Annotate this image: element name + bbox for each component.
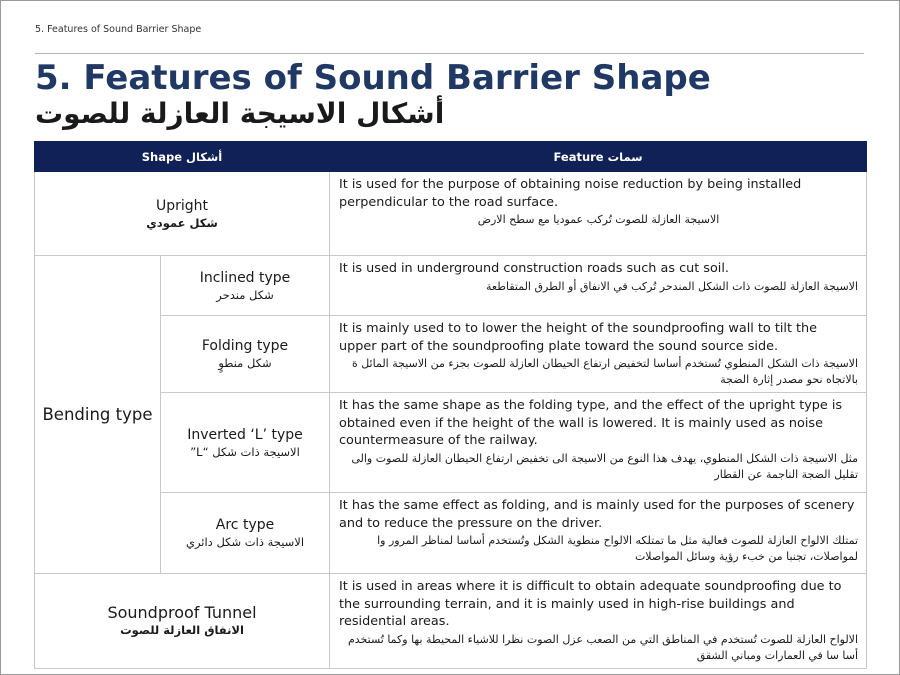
breadcrumb: 5. Features of Sound Barrier Shape [35, 24, 202, 35]
feature-cell [330, 172, 867, 256]
feature-cell [330, 493, 867, 574]
feature-text: It has the same effect as folding, and is mainly used for the purposes of scenery and to reduce the pressure on the driver. [339, 498, 855, 531]
shape-cell [35, 172, 330, 256]
shape-name-arabic: شكل عمودي [146, 215, 218, 230]
feature-text: It is mainly used to to lower the height of the soundproofing wall to tilt the upper part of the soundproofing plate toward the sound source side. [339, 321, 818, 354]
shape-name-arabic: الاسيجة ذات شكل دائري [185, 535, 305, 549]
feature-text-arabic: الالواح العازلة للصوت تُستخدم في المناطق التي من الصعب عزل الصوت نظرا للاشياء المحيطة بها وكما تُستخدم أسا سا في العمارات ومباني الشقق [347, 632, 859, 662]
feature-cell [330, 256, 867, 316]
group-cell-bending-type: Bending type [35, 256, 161, 574]
shape-cell [161, 256, 330, 316]
shape-name: Upright [155, 197, 209, 214]
page-title: 5. Features of Sound Barrier Shape [35, 58, 711, 98]
features-table [34, 141, 867, 669]
shape-name-arabic: الانفاق العازلة للصوت [120, 622, 244, 637]
shape-name: Inverted ‘L’ type [187, 426, 303, 443]
shape-cell [161, 393, 330, 493]
shape-name: Folding type [201, 338, 289, 354]
feature-cell [330, 393, 867, 493]
feature-text: It is used for the purpose of obtaining noise reduction by being installed perpendicular to the road surface. [339, 177, 802, 210]
table-header-row [35, 142, 867, 172]
header-divider [35, 53, 864, 54]
feature-text: It is used in areas where it is difficult to obtain adequate soundproofing due to the surrounding terrain, and it is mainly used in high-rise buildings and residential areas. [339, 579, 842, 629]
shape-name: Arc type [215, 517, 275, 533]
shape-name-arabic: الاسيجة ذات شكل “L” [190, 444, 300, 459]
feature-text-arabic: تمتلك الالواح العازلة للصوت فعالية مثل ما تمتلكه الالواح منطوية الشكل وتُستخدم أساسا لمناظر المرور وا لمواصلات، تجنبا من خبء رؤية وسائل المواصلات [377, 534, 859, 563]
shape-name-arabic: شكل مندحر [216, 287, 274, 302]
shape-name: Inclined type [199, 269, 291, 286]
shape-cell [161, 316, 330, 393]
shape-name: Soundproof Tunnel [107, 602, 257, 622]
shape-name-arabic: شكل منطوٍ [218, 356, 272, 370]
page-title-arabic: أشكال الاسيجة العازلة للصوت [35, 97, 445, 130]
feature-cell [330, 316, 867, 393]
feature-text-arabic: الاسيجة ذات الشكل المنطوي تُستخدم أساسا لتخفيض ارتفاع الحيطان العازلة للصوت بجزء من الاسيجة المائل ة بالاتجاه نحو مصدر إثارة الضجة [351, 357, 859, 386]
header-shape: Shape أشكال [35, 142, 330, 172]
feature-text-arabic: الاسيجة العازلة للصوت ذات الشكل المندحر تُركب في الانفاق أو الطرق المتقاطعة [486, 279, 859, 293]
feature-text: It is used in underground construction roads such as cut soil. [339, 261, 729, 276]
shape-cell [161, 493, 330, 574]
table-row [35, 256, 867, 316]
feature-cell [330, 574, 867, 669]
feature-text-arabic: الاسيجة العازلة للصوت تُركب عموديا مع سطح الارض [477, 213, 720, 226]
shape-cell [35, 574, 330, 669]
feature-text-arabic: مثل الاسيجة ذات الشكل المنطوي، يهدف هذا النوع من الاسيجة الى تخفيض ارتفاع الحيطان العازلة للصوت والى تقليل الضجة الناجمة عن القطار [351, 451, 859, 481]
table-row [35, 172, 867, 256]
feature-text: It has the same shape as the folding type, and the effect of the upright type is obtained even if the height of the wall is lowered. It is mainly used as noise countermeasure of the railway. [339, 398, 843, 448]
header-feature: Feature سمات [330, 142, 867, 172]
table-row [35, 574, 867, 669]
